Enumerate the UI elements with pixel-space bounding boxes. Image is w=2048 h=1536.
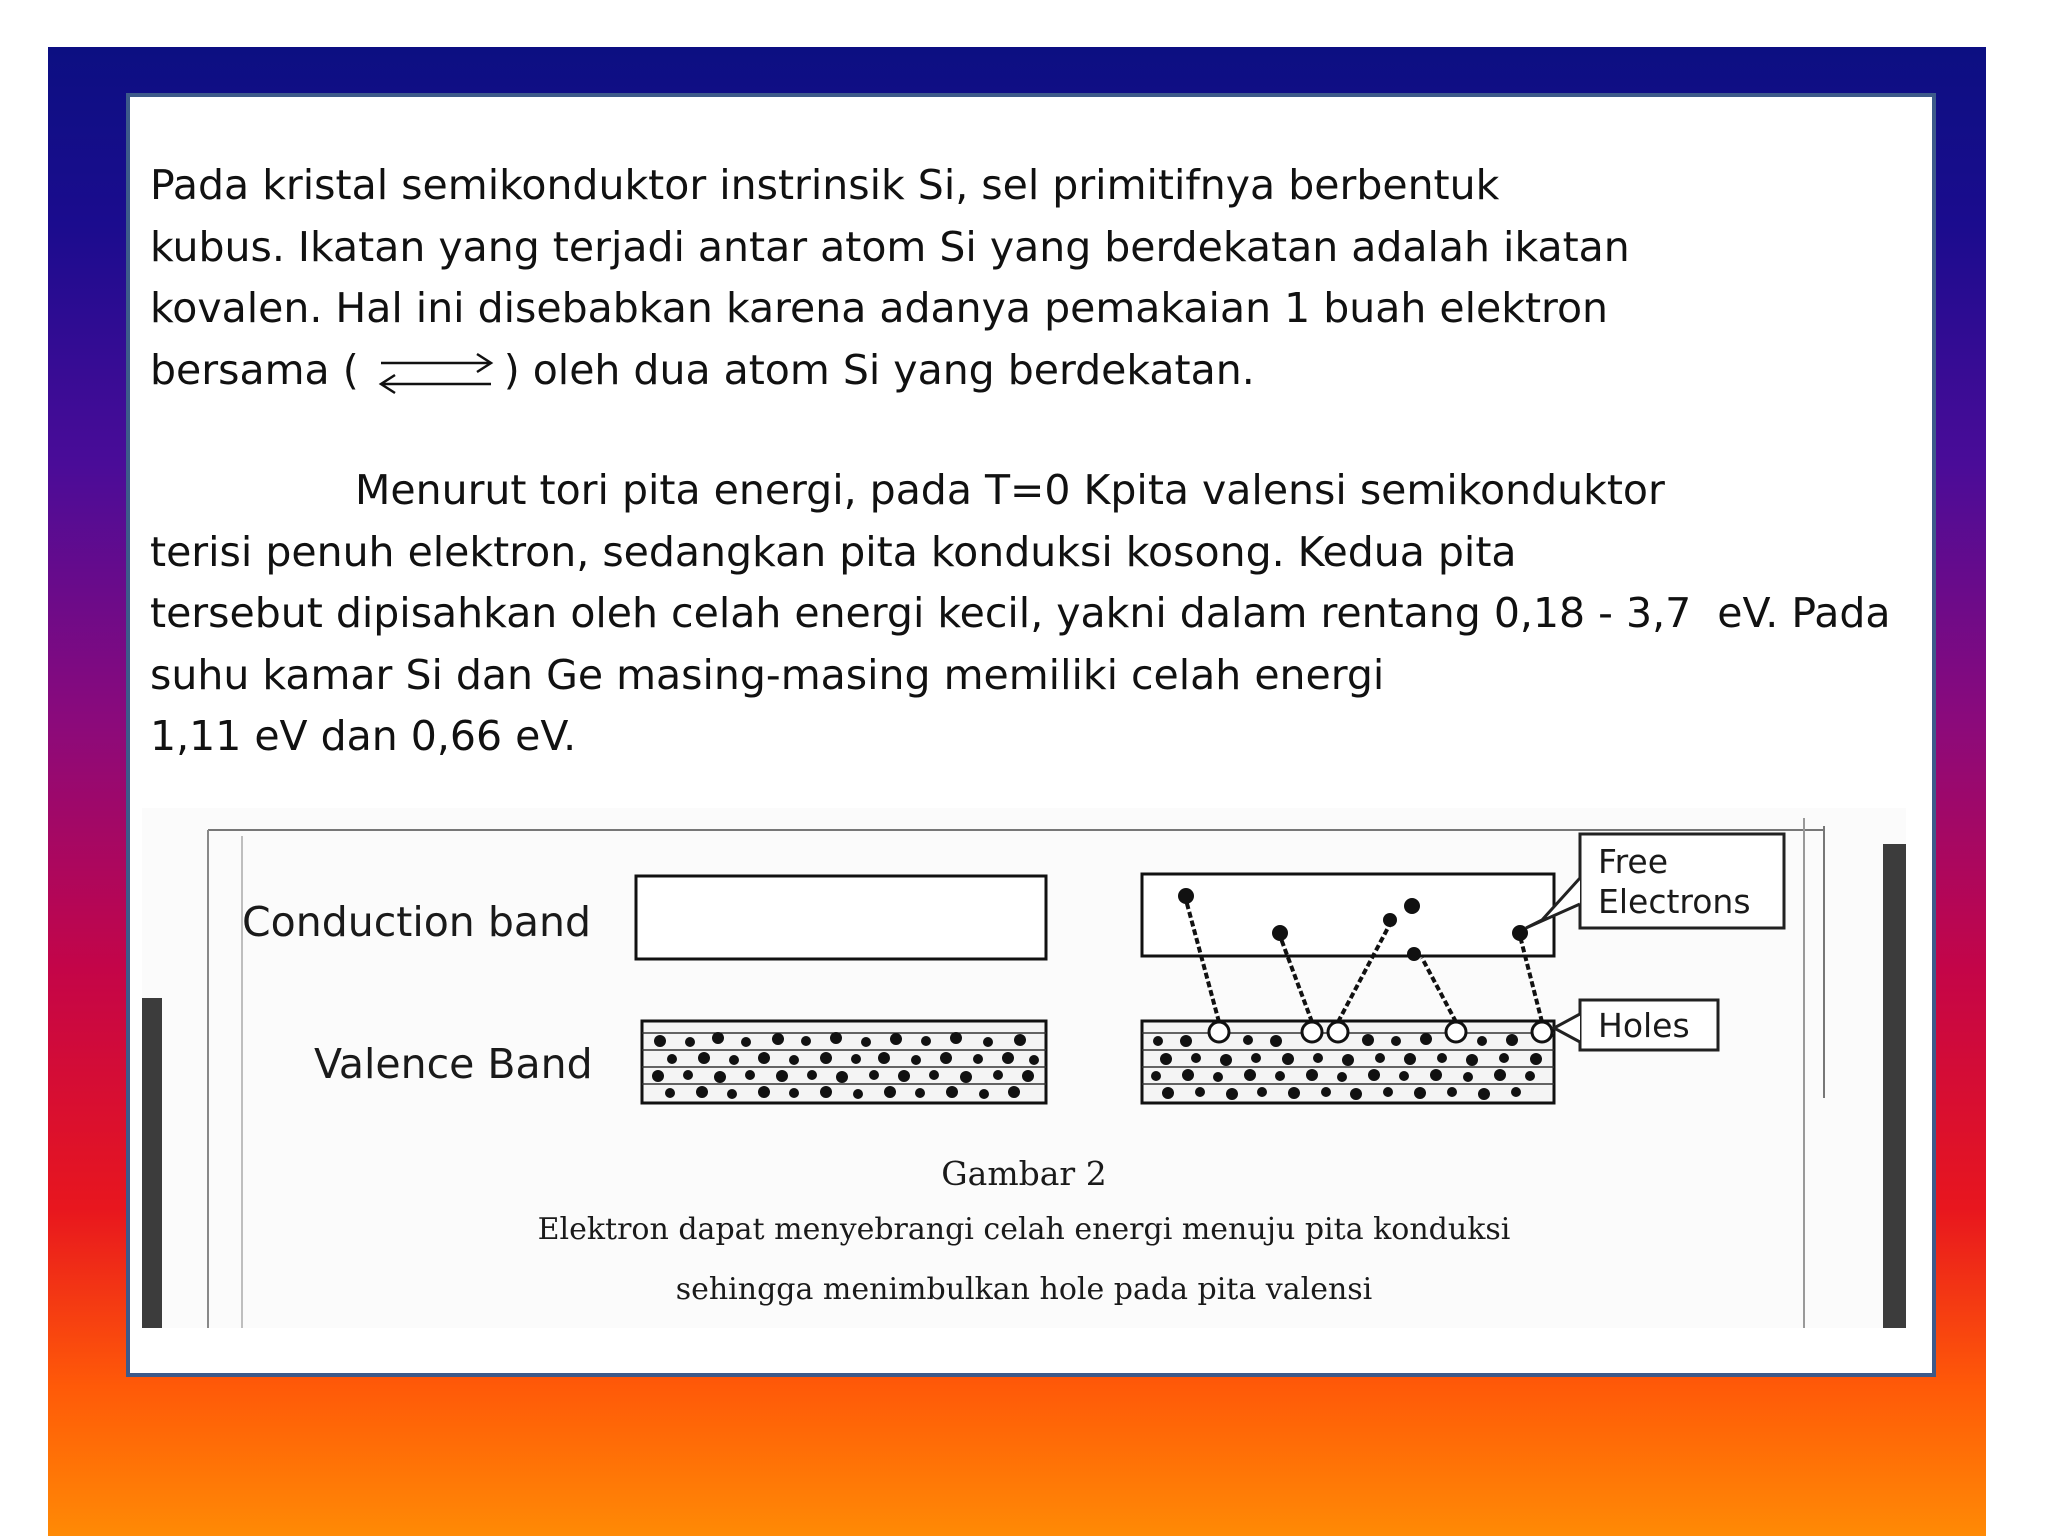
free-label-line: Free bbox=[1598, 842, 1669, 881]
text-line: kubus. Ikatan yang terjadi antar atom Si yang berdekatan adalah ikatan bbox=[150, 222, 1630, 271]
text-line: tersebut dipisahkan oleh celah energi kecil, yakni dalam rentang 0,18 - 3,7 eV. Pada bbox=[150, 589, 1891, 637]
valence-band-left bbox=[642, 1021, 1046, 1103]
text-line bbox=[150, 340, 1630, 402]
text-line: kovalen. Hal ini disebabkan karena adanya pemakaian 1 buah elektron bbox=[150, 284, 1609, 332]
caption-title: Gambar 2 bbox=[941, 1154, 1107, 1193]
text-fragment: bersama ( bbox=[150, 345, 359, 394]
exchange-arrows-icon bbox=[359, 351, 504, 395]
caption-line: sehingga menimbulkan hole pada pita valensi bbox=[675, 1272, 1373, 1307]
paragraph-band-theory bbox=[150, 460, 1890, 768]
text-line: terisi penuh elektron, sedangkan pita konduksi kosong. Kedua pita bbox=[150, 527, 1517, 576]
caption-line: Elektron dapat menyebrangi celah energi menuju pita konduksi bbox=[537, 1212, 1511, 1247]
text-line: suhu kamar Si dan Ge masing-masing memiliki celah energi bbox=[150, 650, 1385, 699]
conduction-band-empty bbox=[636, 876, 1046, 959]
valence-band-right bbox=[1142, 1021, 1554, 1103]
text-line: Pada kristal semikonduktor instrinsik Si, sel primitifnya berbentuk bbox=[150, 161, 1500, 209]
conduction-band-label: Conduction band bbox=[242, 898, 591, 946]
paragraph-covalent-bond bbox=[150, 155, 1630, 401]
text-fragment: ) oleh dua atom Si yang berdekatan. bbox=[503, 345, 1255, 394]
free-label-line: Electrons bbox=[1598, 882, 1751, 921]
text-line: Menurut tori pita energi, pada T=0 Kpita valensi semikonduktor bbox=[355, 466, 1665, 514]
text-line: 1,11 eV dan 0,66 eV. bbox=[150, 712, 577, 760]
holes-label: Holes bbox=[1598, 1006, 1690, 1045]
conduction-band-excited bbox=[1142, 874, 1554, 956]
valence-band-label: Valence Band bbox=[314, 1040, 593, 1088]
free-electrons-label bbox=[1598, 842, 1751, 922]
band-diagram-figure bbox=[142, 808, 1906, 1328]
